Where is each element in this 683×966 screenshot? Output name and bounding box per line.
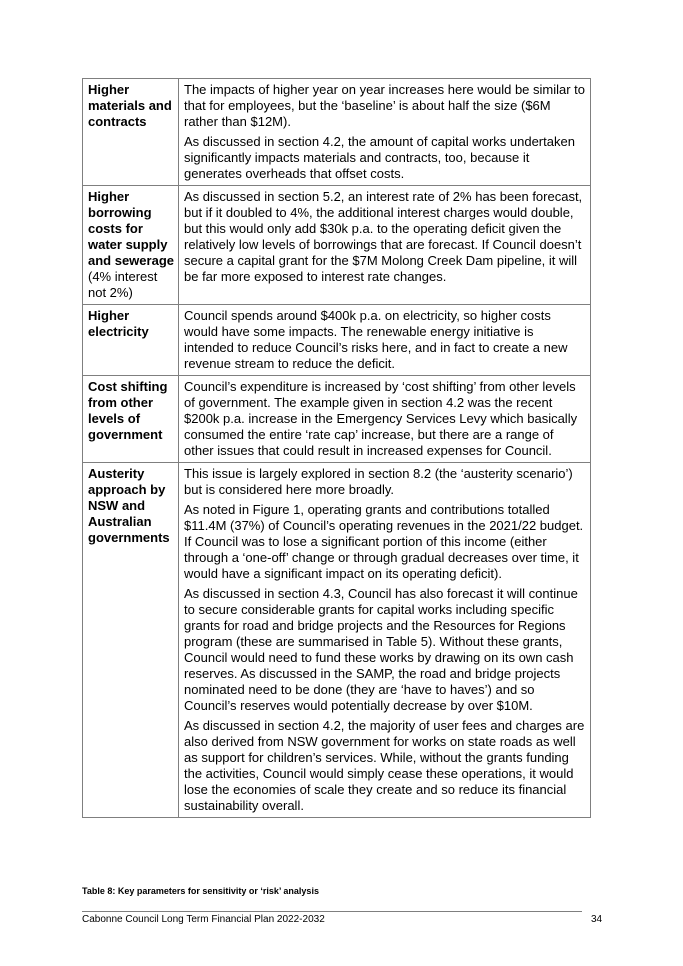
- parameter-label: Higher electricity: [88, 308, 149, 339]
- risk-parameters-table: [82, 78, 591, 818]
- description-cell: [179, 376, 591, 463]
- table-row: [83, 305, 591, 376]
- description-paragraph: As noted in Figure 1, operating grants and contributions totalled $11.4M (37%) of Council’s operating revenues in the 2021/22 budget. If Council was to lose a significant portion of this income (either through a ‘one-off’ change or through gradual decreases over time, it would have a significant impact on its operating deficit).: [184, 502, 584, 581]
- parameter-label: Higher materials and contracts: [88, 82, 172, 129]
- table-caption: Table 8: Key parameters for sensitivity or ‘risk’ analysis: [82, 886, 319, 896]
- description-cell: [179, 463, 591, 818]
- table-row: [83, 79, 591, 186]
- parameter-label: Higher borrowing costs for water supply and sewerage: [88, 189, 174, 268]
- parameter-note: (4% interest not 2%): [88, 269, 158, 300]
- table-row: [83, 376, 591, 463]
- description-paragraph: Council spends around $400k p.a. on electricity, so higher costs would have some impacts. The renewable energy initiative is intended to reduce Council’s risks here, and in fact to create a new revenue stream to reduce the deficit.: [184, 308, 568, 371]
- parameter-label: Austerity approach by NSW and Australian governments: [88, 466, 170, 545]
- description-paragraph: Council’s expenditure is increased by ‘cost shifting’ from other levels of government. The example given in section 4.2 was the recent $200k p.a. increase in the Emergency Services Levy which basically consumed the entire ‘rate cap’ increase, but there are a range of other issues that could result in increased expenses for Council.: [184, 379, 578, 458]
- description-paragraph: As discussed in section 4.3, Council has also forecast it will continue to secure considerable grants for capital works including specific grants for road and bridge projects and the Resources for Regions program (these are summarised in Table 5). Without these grants, Council would need to fund these works by drawing on its own cash reserves. As discussed in the SAMP, the road and bridge projects nominated need to be done (they are ‘have to haves’) and so Council’s reserves would potentially decrease by over $10M.: [184, 586, 578, 713]
- description-cell: [179, 186, 591, 305]
- description-cell: [179, 79, 591, 186]
- description-paragraph: This issue is largely explored in section 8.2 (the ‘austerity scenario’) but is considered here more broadly.: [184, 466, 573, 497]
- parameter-cell: [83, 305, 179, 376]
- table-row: [83, 186, 591, 305]
- description-cell: [179, 305, 591, 376]
- description-paragraph: As discussed in section 5.2, an interest rate of 2% has been forecast, but if it doubled to 4%, the additional interest charges would double, but this would only add $30k p.a. to the operating deficit given the relatively low levels of borrowings that are forecast. If Council doesn’t secure a capital grant for the $7M Molong Creek Dam pipeline, it will be far more exposed to interest rate changes.: [184, 189, 583, 284]
- parameter-cell: [83, 463, 179, 818]
- footer-document-title: Cabonne Council Long Term Financial Plan 2022-2032: [82, 914, 325, 925]
- table-row: [83, 463, 591, 818]
- parameter-cell: [83, 376, 179, 463]
- description-paragraph: The impacts of higher year on year increases here would be similar to that for employees, but the ‘baseline’ is about half the size ($6M rather than $12M).: [184, 82, 586, 129]
- footer-divider: [82, 911, 582, 912]
- parameter-cell: [83, 186, 179, 305]
- description-paragraph: As discussed in section 4.2, the majority of user fees and charges are also derived from NSW government for works on state roads as well as support for children’s services. While, without the grants funding the activities, Council would simply cease these operations, it would lose the economies of scale they create and so reduce its financial sustainability overall.: [184, 718, 585, 813]
- description-paragraph: As discussed in section 4.2, the amount of capital works undertaken significantly impacts materials and contracts, too, because it generates overheads that offset costs.: [184, 134, 575, 181]
- parameter-cell: [83, 79, 179, 186]
- page-number: 34: [591, 914, 603, 925]
- parameter-label: Cost shifting from other levels of government: [88, 379, 168, 442]
